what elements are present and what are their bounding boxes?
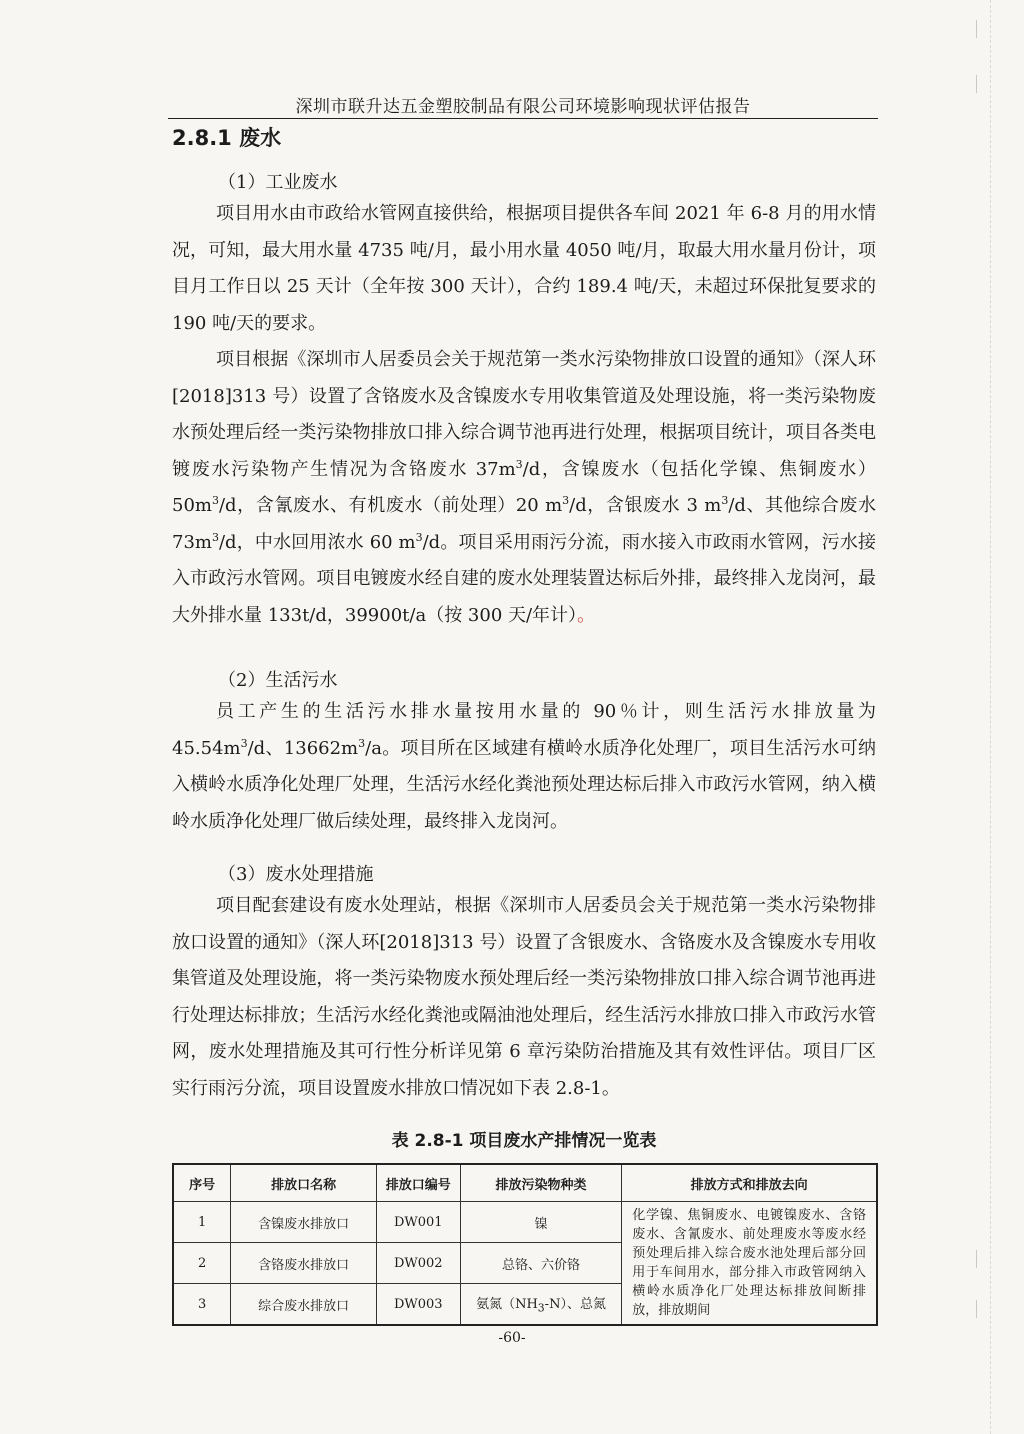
cell-pollutant: 镍 xyxy=(460,1202,622,1243)
text-run: -N）、总氮 xyxy=(544,1297,606,1313)
subheading-treatment-measures: （3）废水处理措施 xyxy=(218,864,374,885)
subscript: 3 xyxy=(537,1301,545,1315)
header-rule xyxy=(168,118,878,119)
superscript: 3 xyxy=(358,736,366,750)
cell-outlet-code: DW003 xyxy=(376,1284,460,1326)
column-header: 排放方式和排放去向 xyxy=(622,1164,877,1202)
cell-no: 2 xyxy=(173,1243,231,1284)
column-header: 排放口编号 xyxy=(376,1164,460,1202)
superscript: 3 xyxy=(515,457,523,471)
binder-mark xyxy=(966,20,977,38)
column-header: 排放口名称 xyxy=(231,1164,377,1202)
cell-discharge-method: 化学镍、焦铜废水、电镀镍废水、含铬废水、含氰废水、前处理废水等废水经预处理后排入综合废水池处理后部分回用于车间用水，部分排入市政管网纳入横岭水质净化厂处理达标排放间断排放，排放期间 xyxy=(622,1202,877,1326)
page-header: 深圳市联升达五金塑胶制品有限公司环境影响现状评估报告 xyxy=(295,97,751,117)
subheading-domestic-sewage: （2）生活污水 xyxy=(218,670,338,691)
paragraph-domestic-sewage xyxy=(172,694,876,840)
cell-outlet-code: DW002 xyxy=(376,1243,460,1284)
column-header: 序号 xyxy=(173,1164,231,1202)
text-run: /d，中水回用浓水 60 m xyxy=(218,531,416,553)
section-title: 2.8.1 废水 xyxy=(172,126,282,150)
subheading-industrial-wastewater: （1）工业废水 xyxy=(218,172,338,193)
text-run: /d、13662m xyxy=(247,737,359,759)
cell-outlet-code: DW001 xyxy=(376,1202,460,1243)
column-header: 排放污染物种类 xyxy=(460,1164,622,1202)
superscript: 3 xyxy=(211,530,219,544)
cell-outlet-name: 含镍废水排放口 xyxy=(231,1202,377,1243)
page-number: -60- xyxy=(498,1330,526,1346)
superscript: 3 xyxy=(240,736,248,750)
paragraph-treatment-measures: 项目配套建设有废水处理站，根据《深圳市人居委员会关于规范第一类水污染物排放口设置的通知》（深人环[2018]313 号）设置了含银废水、含铬废水及含镍废水专用收集管道及处理设施，将一类污染物废水预处理后经一类污染物排放口排入综合调节池再进行处理达标排放；生活污水经化粪池或隔油池处理后，经生活污水排放口排入市政污水管网，废水处理措施及其可行性分析详见第 6 章污染防治措施及其有效性评估。项目厂区实行雨污分流，项目设置废水排放口情况如下表 2.8-1。 xyxy=(172,895,876,1099)
text-run: /d，含氰废水、有机废水（前处理）20 m xyxy=(218,495,563,516)
superscript: 3 xyxy=(415,530,423,544)
binder-mark xyxy=(966,1250,977,1268)
cell-no: 1 xyxy=(173,1202,231,1243)
text-run: 员工产生的生活污水排水量按用水量的 90％计，则生活污水排放量为 45.54m xyxy=(172,701,876,759)
superscript: 3 xyxy=(211,494,219,507)
table-row xyxy=(173,1202,877,1243)
paragraph-electroplating-wastewater xyxy=(172,342,876,634)
wastewater-outlet-table xyxy=(172,1163,878,1326)
text-run: /d、其他综合废水 73m xyxy=(172,495,876,553)
cell-outlet-name: 含铬废水排放口 xyxy=(231,1243,377,1284)
cell-pollutant xyxy=(460,1284,622,1326)
text-run: /a。项目所在区域建有横岭水质净化处理厂，项目生活污水可纳入横岭水质净化处理厂处理，生活污水经化粪池预处理达标后排入市政污水管网，纳入横岭水质净化处理厂做后续处理，最终排入龙岗河。 xyxy=(172,737,876,832)
paragraph-water-usage: 项目用水由市政给水管网直接供给，根据项目提供各车间 2021 年 6-8 月的用水情况，可知，最大用水量 4735 吨/月，最小用水量 4050 吨/月，取最大用水量月份计，项目月工作日以 25 天计（全年按 300 天计），合约 189.4 吨/天，未超过环保批复要求的 190 吨/天的要求。 xyxy=(172,203,876,334)
text-run: 项目根据《深圳市人居委员会关于规范第一类水污染物排放口设置的通知》（深人环[2018]313 号）设置了含铬废水及含镍废水专用收集管道及处理设施，将一类污染物废水预处理后经一类污染物排放口排入综合调节池再进行处理，根据项目统计，项目各类电镀废水污染物产生情况为含铬废水 37m xyxy=(172,349,876,480)
superscript: 3 xyxy=(721,494,729,507)
page-edge xyxy=(990,0,991,1434)
table-header-row xyxy=(173,1164,877,1202)
text-run: /d。项目采用雨污分流，雨水接入市政雨水管网，污水接入市政污水管网。项目电镀废水经自建的废水处理装置达标后外排，最终排入龙岗河，最大外排水量 133t/d，39900t/a（按 300 天/年计） xyxy=(172,531,876,626)
text-run: /d，含镍废水（包括化学镍、焦铜废水）50m xyxy=(172,458,876,516)
text-run: 。 xyxy=(577,604,596,626)
table-caption: 表 2.8-1 项目废水产排情况一览表 xyxy=(391,1131,657,1151)
binder-mark xyxy=(966,75,977,93)
text-run: /d，含银废水 3 m xyxy=(569,495,722,516)
cell-outlet-name: 综合废水排放口 xyxy=(231,1284,377,1326)
text-run: 氨氮（NH xyxy=(476,1297,538,1313)
superscript: 3 xyxy=(562,494,570,507)
binder-mark xyxy=(966,1300,977,1318)
cell-no: 3 xyxy=(173,1284,231,1326)
cell-pollutant: 总铬、六价铬 xyxy=(460,1243,622,1284)
